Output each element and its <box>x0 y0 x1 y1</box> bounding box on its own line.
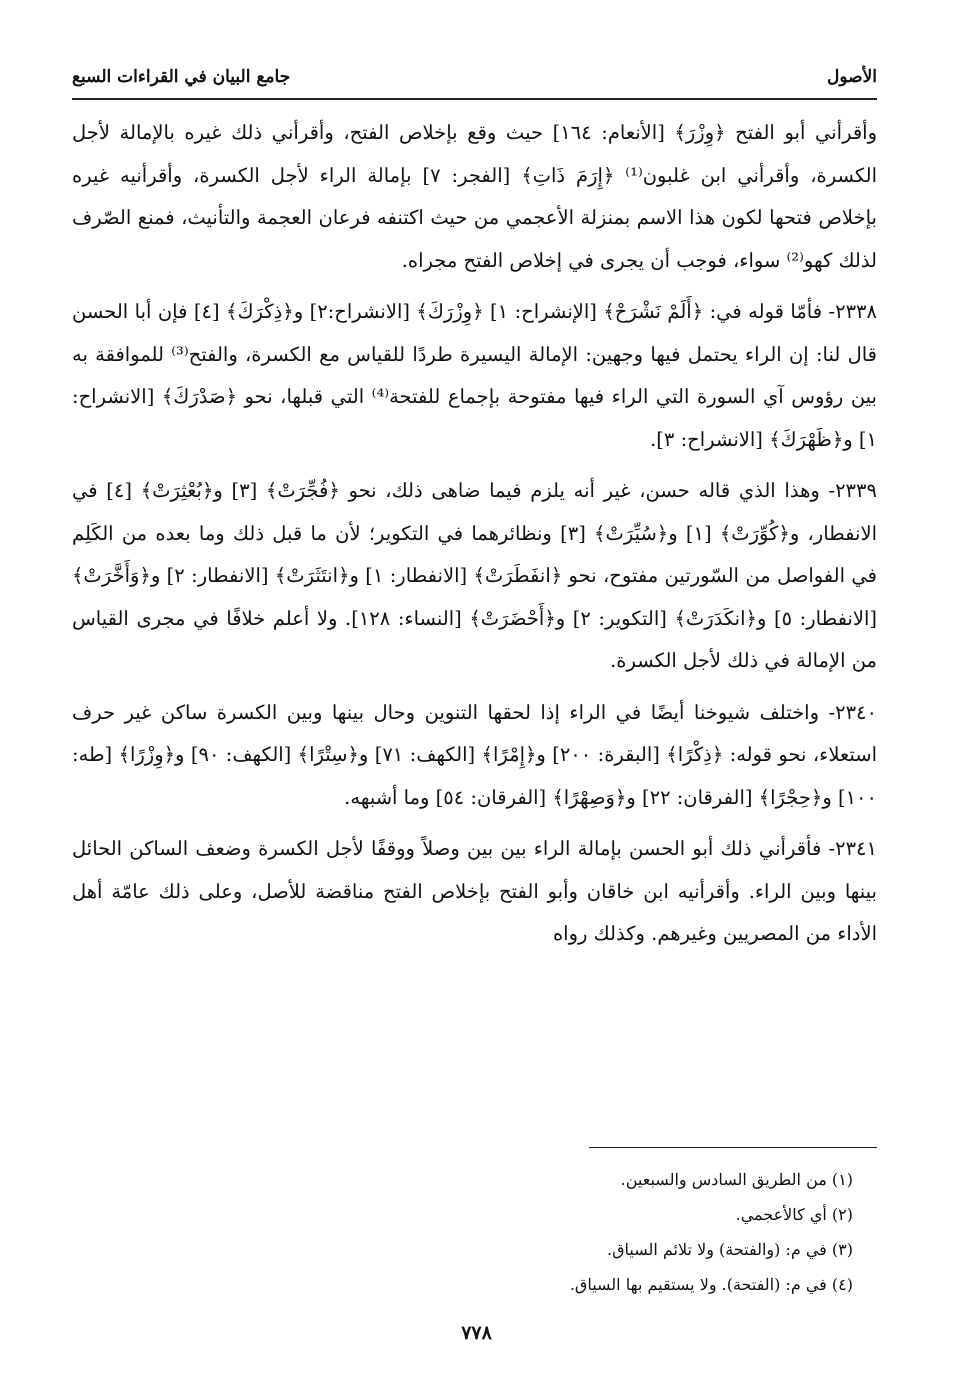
main-text <box>72 112 877 965</box>
header-divider <box>72 98 877 100</box>
footnote-4: (٤) في م: (الفتحة). ولا يستقيم بها السياق. <box>569 1275 853 1294</box>
section-title: الأصول <box>827 67 877 87</box>
paragraph-2338: ٢٣٣٨- فأمّا قوله في: ﴿أَلَمْ نَشْرَحْ﴾ [الإنشراح: ١] ﴿وِزْرَكَ﴾ [الانشراح:٢] و﴿ذِكْرَكَ﴾ [٤] فإن أبا الحسن قال لنا: إن الراء يحتمل فيها وجهين: الإمالة اليسيرة طردًا للقياس مع الكسرة، والفتح⁽³⁾ للموافقة به بين رؤوس آي السورة التي الراء فيها مفتوحة بإجماع للفتحة⁽⁴⁾ التي قبلها، نحو ﴿صَدْرَكَ﴾ [الانشراح: ١] و﴿ظَهْرَكَ﴾ [الانشراح: ٣]. <box>72 300 878 451</box>
paragraph: وأقرأني أبو الفتح ﴿وِزْرَ﴾ [الأنعام: ١٦٤] حيث وقع بإخلاص الفتح، وأقرأني ذلك غيره بالإمالة لأجل الكسرة، وأقرأني ابن غلبون⁽¹⁾ ﴿إِرَمَ ذَاتِ﴾ [الفجر: ٧] بإمالة الراء لأجل الكسرة، وأقرأنيه غيره بإخلاص فتحها لكون هذا الاسم بمنزلة الأعجمي من حيث اكتنفه فرعان العجمة والتأنيث، فمنع الصّرف لذلك كهو⁽²⁾ سواء، فوجب أن يجرى في إخلاص الفتح مجراه. <box>72 121 877 272</box>
paragraph-2340: ٢٣٤٠- واختلف شيوخنا أيضًا في الراء إذا لحقها التنوين وحال بينها وبين الكسرة ساكن غير حرف استعلاء، نحو قوله: ﴿ذِكْرًا﴾ [البقرة: ٢٠٠] و﴿إِمْرًا﴾ [الكهف: ٧١] و﴿سِتْرًا﴾ [الكهف: ٩٠] و﴿وِزْرًا﴾ [طه: ١٠٠] و﴿حِجْرًا﴾ [الفرقان: ٢٢] و﴿وَصِهْرًا﴾ [الفرقان: ٥٤] وما أشبهه. <box>72 700 878 809</box>
footnote-divider <box>589 1147 877 1148</box>
running-header <box>72 60 877 94</box>
paragraph-2339: ٢٣٣٩- وهذا الذي قاله حسن، غير أنه يلزم فيما ضاهى ذلك، نحو ﴿فُجِّرَتْ﴾ [٣] و﴿بُعْثِرَتْ﴾ [٤] في الانفطار، و﴿كُوِّرَتْ﴾ [١] و﴿سُيِّرَتْ﴾ [٣] ونظائرهما في التكوير؛ لأن ما قبل ذلك وما بعده من الكَلِم في الفواصل من السّورتين مفتوح، نحو ﴿انفَطَرَتْ﴾ [الانفطار: ١] و﴿انتَثَرَتْ﴾ [الانفطار: ٢] و﴿وَأَخَّرَتْ﴾ [الانفطار: ٥] و﴿انكَدَرَتْ﴾ [التكوير: ٢] و﴿أَحْضَرَتْ﴾ [النساء: ١٢٨]. ولا أعلم خلافًا في مجرى القياس من الإمالة في ذلك لأجل الكسرة. <box>72 479 878 672</box>
footnotes <box>72 1162 853 1302</box>
footnote-2: (٢) أي كالأعجمي. <box>735 1205 853 1224</box>
paragraph-2341: ٢٣٤١- فأقرأني ذلك أبو الحسن بإمالة الراء بين بين وصلاً ووقفًا لأجل الكسرة وضعف الساكن الحائل بينها وبين الراء. وأقرأنيه ابن خاقان وأبو الفتح بإخلاص الفتح مناقضة للأصل، وعلى ذلك عامّة أهل الأداء من المصريين وغيرهم. وكذلك رواه <box>72 837 877 945</box>
book-title: جامع البيان في القراءات السبع <box>72 67 291 87</box>
footnote-3: (٣) في م: (والفتحة) ولا تلائم السياق. <box>607 1240 853 1259</box>
footnote-1: (١) من الطريق السادس والسبعين. <box>620 1170 853 1189</box>
page-number: ٧٧٨ <box>461 1322 492 1344</box>
